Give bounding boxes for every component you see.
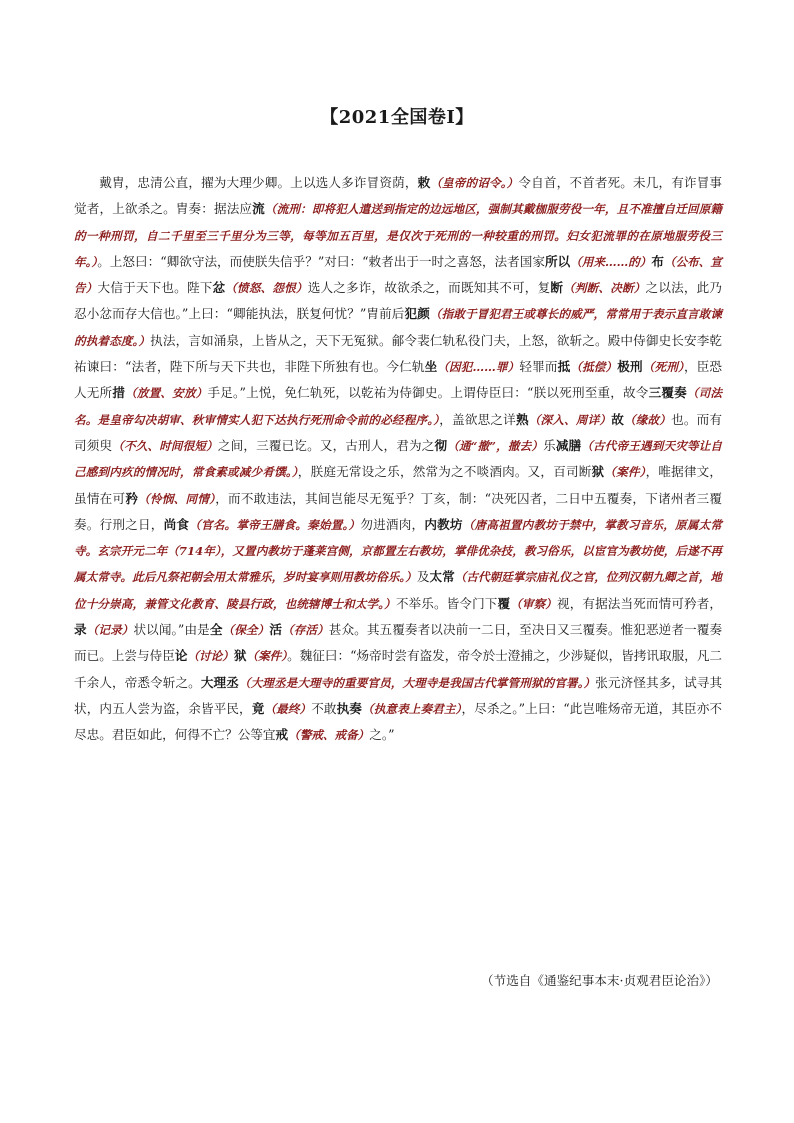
passage-text: 不举乐。皆令门下 xyxy=(395,595,498,611)
key-word: 抵 xyxy=(557,359,571,375)
annotation: （抵偿） xyxy=(570,360,618,375)
annotation: （皇帝的诏令。） xyxy=(430,176,519,190)
key-word: 极刑 xyxy=(617,359,643,375)
annotation: （案件） xyxy=(604,465,646,480)
key-word: 狱 xyxy=(591,464,605,480)
passage-text: 。魏征曰：“炀帝时尝有盗发，帝令於士澄捕之，少涉疑似，皆拷讯取服，凡二千余人，帝悉令斩之。 xyxy=(74,648,723,690)
passage-text: ，盖欲思之详 xyxy=(439,411,516,427)
passage-text: 戴胄，忠清公直，擢为大理少卿。上以选人多诈冒资荫， xyxy=(99,175,418,190)
key-word: 彻 xyxy=(434,437,448,453)
key-word: 活 xyxy=(269,622,283,638)
passage-text: 选人之多诈，故欲杀之，而既知其不可，复 xyxy=(307,280,551,296)
passage-text: 甚众。其五覆奏者以决前一二日，至决日又三覆奏。惟犯恶逆者一覆奏而已。上尝与侍臣 xyxy=(74,622,723,664)
annotation: （公布、宣告） xyxy=(74,254,722,296)
key-word: 矜 xyxy=(125,490,139,506)
key-word: 布 xyxy=(651,253,664,269)
key-word: 熟 xyxy=(515,411,529,427)
key-word: 狱 xyxy=(233,648,247,664)
annotation: （案件） xyxy=(246,649,288,664)
passage-text: ，朕庭无常设之乐，然常为之不啖酒肉。又，百司断 xyxy=(297,464,592,480)
key-word: 忿 xyxy=(212,280,226,296)
annotation: （古代帝王遇到天灾等让自己感到内疚的情况时，常食素或减少肴馔。） xyxy=(74,438,723,480)
annotation: （因犯……罪） xyxy=(437,360,520,375)
classical-chinese-passage xyxy=(74,170,722,749)
annotation: （缘故） xyxy=(623,412,672,427)
passage-text: 视，有据法当死而情可矜者， xyxy=(557,595,723,611)
annotation: （愤怒、怨恨） xyxy=(225,281,308,296)
annotation: （最终） xyxy=(264,701,312,716)
key-word: 犯颜 xyxy=(404,306,430,322)
key-word: 大理丞 xyxy=(200,674,239,690)
annotation: （古代朝廷掌宗庙礼仪之官，位列汉朝九卿之首，地位十分崇高，兼管文化教育、陵县行政，也统辖博士和太学。） xyxy=(74,570,723,611)
passage-text: 之。” xyxy=(369,727,395,743)
annotation: （用来……的） xyxy=(570,254,652,269)
annotation: （保全） xyxy=(222,623,270,638)
passage-text: 之间，三覆已讫。又，古刑人，君为之 xyxy=(217,437,435,453)
annotation: （执意表上奏君主） xyxy=(362,701,462,716)
key-word: 内教坊 xyxy=(424,516,463,532)
key-word: 所以 xyxy=(544,253,571,269)
key-word: 敕 xyxy=(417,175,431,190)
annotation: （存活） xyxy=(282,623,329,638)
passage-text: 令自首，不首者死。未几，有诈冒事觉者，上欲杀之。胄奏：据法应 xyxy=(74,175,723,217)
passage-text: ，而不敢违法，其间岂能尽无冤乎？丁亥，制：“决死囚者，二日中五覆奏，下诸州者三覆奏。行刑之日， xyxy=(74,490,723,532)
annotation: （放置、安放） xyxy=(125,386,208,401)
key-word: 流 xyxy=(252,201,265,217)
annotation: （审察） xyxy=(510,596,557,611)
document-title: 【2021全国卷Ⅰ】 xyxy=(320,107,474,128)
passage-text: 也。而有司须臾 xyxy=(74,411,723,453)
passage-text: 之以法，此乃忍小忿而存大信也。”上曰：“卿能执法，朕复何忧？”胄前后 xyxy=(74,280,722,322)
passage-text: 乐 xyxy=(543,437,556,453)
key-word: 措 xyxy=(112,385,126,401)
passage-text: 轻罪而 xyxy=(519,359,558,375)
annotation: （唐高祖置内教坊于禁中，掌教习音乐，原属太常寺。玄宗开元二年（714年），又置内教坊于蓬莱宫侧，京都置左右教坊，掌俳优杂技，教习俗乐，以宦官为教坊使，后遂不再属太常寺。此后凡祭祀朝会用太常雅乐，岁时宴享则用教坊俗乐。） xyxy=(74,517,723,585)
annotation: （判断、决断） xyxy=(563,281,646,296)
passage-text: 及 xyxy=(416,569,430,585)
key-word: 覆 xyxy=(497,595,511,611)
key-word: 坐 xyxy=(424,359,438,375)
passage-text: 状以闻。”由是 xyxy=(133,622,210,638)
annotation: （深入、周详） xyxy=(528,412,612,427)
key-word: 执奏 xyxy=(336,700,362,716)
key-word: 故 xyxy=(611,411,624,427)
passage-text: 勿进酒肉， xyxy=(360,516,425,532)
passage-text: 不敢 xyxy=(311,700,337,716)
annotation: （司法名。是皇帝勾决胡审、秋审情实人犯下达执行死刑命令前的必经程序。） xyxy=(74,386,723,427)
passage-text: 张元济怪其多，试寻其状，内五人尝为盗，余皆平民， xyxy=(74,674,723,716)
annotation: （怜悯、同情） xyxy=(138,491,216,506)
annotation: （不久、时间很短） xyxy=(112,438,218,453)
passage-text: 大信于天下也。陛下 xyxy=(97,280,213,296)
annotation: （警戒、戒备） xyxy=(288,728,370,743)
annotation: （死刑） xyxy=(642,360,684,375)
passage-text: 执法，言如涌泉，上皆从之，天下无冤狱。鄃令裴仁轨私役门夫，上怒，欲斩之。殿中侍御史长安李乾祐谏曰：“法者，陛下所与天下共也，非陛下所独有也。今仁轨 xyxy=(74,332,722,375)
key-word: 论 xyxy=(174,648,188,664)
annotation: （通“撤”，撤去） xyxy=(447,438,544,453)
key-word: 全 xyxy=(209,622,223,638)
source-citation: （节选自《通鉴纪事本末·贞观君臣论治》） xyxy=(481,973,718,988)
passage-text: ，尽杀之。”上曰：“此岂唯炀帝无道，其臣亦不尽忠。君臣如此，何得不亡？公等宜 xyxy=(74,700,723,743)
key-word: 竟 xyxy=(251,700,265,716)
key-word: 尚食 xyxy=(163,516,190,532)
passage-text: 手足。”上悦，免仁轨死，以乾祐为侍御史。上谓侍臣曰：“朕以死刑至重，故令 xyxy=(207,385,649,401)
annotation: （流刑：即将犯人遣送到指定的边远地区，强制其戴枷服劳役一年，且不准擅自迁回原籍的一种刑罚，自二千里至三千里分为三等，每等加五百里，是仅次于死刑的一种较重的刑罚。妇女犯流罪的在原地服劳役三年。） xyxy=(74,202,723,269)
annotation: （大理丞是大理寺的重要官员，大理寺是我国古代掌管刑狱的官署。） xyxy=(238,675,596,690)
key-word: 太常 xyxy=(429,569,455,585)
annotation: （记录） xyxy=(86,623,134,638)
key-word: 减膳 xyxy=(555,437,582,453)
annotation: （指敢于冒犯君王或尊长的威严，常常用于表示直言敢谏的执着态度。） xyxy=(74,307,723,348)
passage-text: 。上怒曰：“卿欲守法，而使朕失信乎？”对曰：“敕者出于一时之喜怒，法者国家 xyxy=(97,253,545,269)
passage-text: ，臣恐人无所 xyxy=(74,359,723,401)
passage-text: ，唯据律文，虽情在可 xyxy=(74,464,723,506)
key-word: 三覆奏 xyxy=(648,385,687,401)
annotation: （官名。掌帝王膳食。秦始置。） xyxy=(189,517,361,532)
key-word: 戒 xyxy=(275,727,289,743)
key-word: 录 xyxy=(74,622,87,638)
annotation: （讨论） xyxy=(187,649,234,664)
key-word: 断 xyxy=(550,280,564,296)
